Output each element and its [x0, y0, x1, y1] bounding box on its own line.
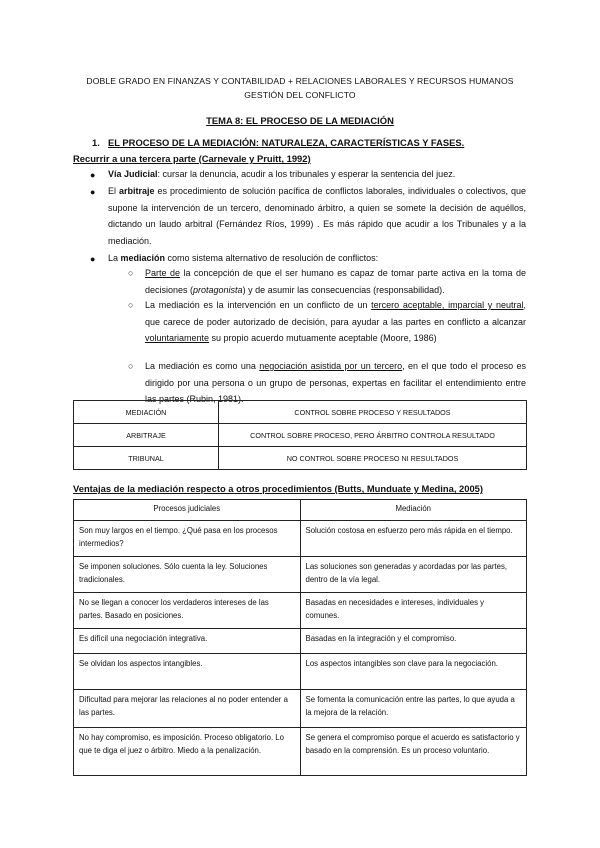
table-cell: Basadas en la integración y el compromiso.	[300, 629, 527, 654]
advantages-table	[73, 499, 527, 776]
table-cell: NO CONTROL SOBRE PROCESO NI RESULTADOS	[219, 447, 527, 470]
table-cell: Las soluciones son generadas y acordadas por las partes, dentro de la vía legal.	[300, 557, 527, 593]
table-cell: ARBITRAJE	[74, 424, 219, 447]
term-judicial: Vía Judicial	[108, 169, 158, 179]
table-cell: Es difícil una negociación integrativa.	[74, 629, 301, 654]
bullet-icon: ●	[90, 187, 96, 197]
table-cell: Son muy largos en el tiempo. ¿Qué pasa en los procesos intermedios?	[74, 521, 301, 557]
table-cell: Dificultad para mejorar las relaciones al no poder entender a las partes.	[74, 690, 301, 728]
table-row	[74, 557, 527, 593]
control-table	[73, 400, 527, 470]
table-cell: No se llegan a conocer los verdaderos intereses de las partes. Basado en posiciones.	[74, 593, 301, 629]
table-cell: Solución costosa en esfuerzo pero más rápida en el tiempo.	[300, 521, 527, 557]
section-number: 1.	[92, 137, 100, 148]
sub-bullet-definition: La mediación es la intervención en un conflicto de un tercero aceptable, imparcial y neutral, que carece de poder autorizado de decisión, para ayudar a las partes en conflicto a alcanzar voluntariamente su propio acuerdo mutuamente aceptable (Moore, 1986)	[145, 300, 527, 343]
table-row	[74, 593, 527, 629]
bullet-mediation: La mediación como sistema alternativo de resolución de conflictos:	[108, 253, 379, 263]
table-cell: No hay compromiso, es imposición. Proceso obligatorio. Lo que te diga el juez o árbitro. Miedo a la penalización.	[74, 728, 301, 776]
header-course: GESTIÓN DEL CONFLICTO	[244, 90, 356, 100]
table-row	[74, 629, 527, 654]
subheading-advantages: Ventajas de la mediación respecto a otros procedimientos (Butts, Munduate y Medina, 2005)	[73, 483, 483, 494]
table-cell: Los aspectos intangibles son clave para la negociación.	[300, 654, 527, 690]
section-heading	[92, 137, 464, 148]
table-cell: CONTROL SOBRE PROCESO Y RESULTADOS	[219, 401, 527, 424]
sub-bullet-assisted: La mediación es como una negociación asistida por un tercero, en el que todo el proceso es dirigido por una persona o un grupo de personas, expertas en facilitar el entendimiento entre las partes (Rubin, 1981).	[145, 361, 526, 404]
table-row	[74, 654, 527, 690]
bullet-icon: ●	[90, 254, 96, 264]
bullet-judicial: Vía Judicial: cursar la denuncia, acudir a los tribunales y esperar la sentencia del juez.	[108, 169, 456, 179]
table-cell: Se olvidan los aspectos intangibles.	[74, 654, 301, 690]
table-cell: Se genera el compromiso porque el acuerdo es satisfactorio y basado en la comprensión. Es un proceso voluntario.	[300, 728, 527, 776]
sub-bullet-icon: ○	[128, 300, 134, 310]
sub-bullet-icon: ○	[128, 361, 134, 371]
table-row	[74, 424, 527, 447]
subheading-third-party: Recurrir a una tercera parte (Carnevale y Pruitt, 1992)	[73, 153, 311, 164]
topic-title: TEMA 8: EL PROCESO DE LA MEDIACIÓN	[206, 115, 394, 126]
header-degree: DOBLE GRADO EN FINANZAS Y CONTABILIDAD + RELACIONES LABORALES Y RECURSOS HUMANOS	[86, 76, 514, 86]
bullet-icon: ●	[90, 170, 96, 180]
table-row	[74, 728, 527, 776]
sub-bullet-icon: ○	[128, 268, 134, 278]
table-row	[74, 521, 527, 557]
term-mediation: mediación	[120, 253, 166, 263]
table-row	[74, 401, 527, 424]
section-title: EL PROCESO DE LA MEDIACIÓN: NATURALEZA, CARACTERÍSTICAS Y FASES.	[108, 137, 465, 148]
column-header: Procesos judiciales	[74, 500, 301, 521]
table-cell: Se imponen soluciones. Sólo cuenta la ley. Soluciones tradicionales.	[74, 557, 301, 593]
sub-bullet-protagonist: Parte de la concepción de que el ser humano es capaz de tomar parte activa en la toma de decisiones (protagonista) y de asumir las consecuencias (responsabilidad).	[145, 268, 526, 295]
table-cell: TRIBUNAL	[74, 447, 219, 470]
table-header-row	[74, 500, 527, 521]
term-arbitration: arbitraje	[118, 186, 155, 196]
column-header: Mediación	[300, 500, 527, 521]
bullet-arbitration: El arbitraje es procedimiento de solución pacífica de conflictos laborales, individuales o colectivos, que supone la intervención de un tercero, denominado árbitro, a quien se somete la decisión de aquéllos, dictando un laudo arbitral (Fernández Ríos, 1999) . Es más rápido que acudir a los Tribunales y a la mediación.	[108, 186, 526, 246]
table-cell: Se fomenta la comunicación entre las partes, lo que ayuda a la mejora de la relación.	[300, 690, 527, 728]
table-cell: MEDIACIÓN	[74, 401, 219, 424]
table-cell: Basadas en necesidades e intereses, individuales y comunes.	[300, 593, 527, 629]
table-row	[74, 690, 527, 728]
table-row	[74, 447, 527, 470]
table-cell: CONTROL SOBRE PROCESO, PERO ÁRBITRO CONTROLA RESULTADO	[219, 424, 527, 447]
